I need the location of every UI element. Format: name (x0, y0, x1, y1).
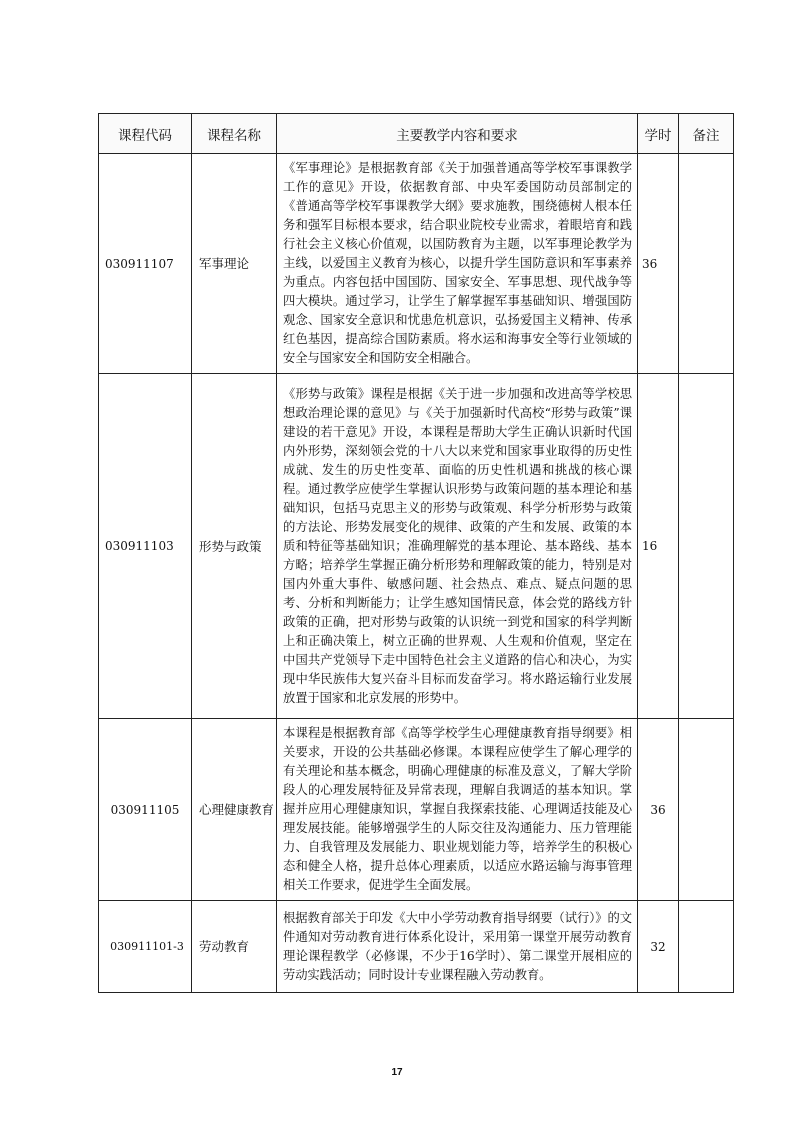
course-content: 本课程是根据教育部《高等学校学生心理健康教育指导纲要》相关要求，开设的公共基础必修课。本课程应使学生了解心理学的有关理论和基本概念，明确心理健康的标准及意义，了解大学阶段人的心理发展特征及异常表现，理解自我调适的基本知识。掌握并应用心理健康知识，掌握自我探索技能、心理调适技能及心理发展技能。能够增强学生的人际交往及沟通能力、压力管理能力、自我管理及发展能力、职业规划能力等，培养学生的积极心态和健全人格，提升总体心理素质，以适应水路运输与海事管理相关工作要求，促进学生全面发展。 (277, 719, 638, 901)
header-note: 备注 (679, 114, 734, 154)
course-code: 030911101-3 (99, 901, 192, 993)
header-course-name: 课程名称 (192, 114, 277, 154)
course-code: 030911107 (99, 154, 192, 374)
course-name: 劳动教育 (192, 901, 277, 993)
course-hours: 36 (638, 719, 679, 901)
course-name: 军事理论 (192, 154, 277, 374)
header-course-code: 课程代码 (99, 114, 192, 154)
header-hours: 学时 (638, 114, 679, 154)
header-content: 主要教学内容和要求 (277, 114, 638, 154)
course-table (98, 113, 734, 993)
table-row (99, 901, 734, 993)
course-note (679, 374, 734, 719)
course-code: 030911103 (99, 374, 192, 719)
course-note (679, 154, 734, 374)
page-number: 17 (391, 1067, 403, 1078)
course-name: 形势与政策 (192, 374, 277, 719)
course-note (679, 719, 734, 901)
course-hours: 16 (638, 374, 679, 719)
course-note (679, 901, 734, 993)
course-hours: 36 (638, 154, 679, 374)
course-content: 《军事理论》是根据教育部《关于加强普通高等学校军事课教学工作的意见》开设，依据教育部、中央军委国防动员部制定的《普通高等学校军事课教学大纲》要求施教，围绕德树人根本任务和强军目标根本要求，结合职业院校专业需求，着眼培育和践行社会主义核心价值观，以国防教育为主题，以军事理论教学为主线，以爱国主义教育为核心，以提升学生国防意识和军事素养为重点。内容包括中国国防、国家安全、军事思想、现代战争等四大模块。通过学习，让学生了解掌握军事基础知识、增强国防观念、国家安全意识和忧患危机意识，弘扬爱国主义精神、传承红色基因，提高综合国防素质。将水运和海事安全等行业领域的安全与国家安全和国防安全相融合。 (277, 154, 638, 374)
course-name: 心理健康教育 (192, 719, 277, 901)
course-code: 030911105 (99, 719, 192, 901)
course-hours: 32 (638, 901, 679, 993)
course-content: 《形势与政策》课程是根据《关于进一步加强和改进高等学校思想政治理论课的意见》与《关于加强新时代高校“形势与政策”课建设的若干意见》开设，本课程是帮助大学生正确认识新时代国内外形势，深刻领会党的十八大以来党和国家事业取得的历史性成就、发生的历史性变革、面临的历史性机遇和挑战的核心课程。通过教学应使学生掌握认识形势与政策问题的基本理论和基础知识，包括马克思主义的形势与政策观、科学分析形势与政策的方法论、形势发展变化的规律、政策的产生和发展、政策的本质和特征等基础知识；准确理解党的基本理论、基本路线、基本方略；培养学生掌握正确分析形势和理解政策的能力，特别是对国内外重大事件、敏感问题、社会热点、难点、疑点问题的思考、分析和判断能力；让学生感知国情民意，体会党的路线方针政策的正确，把对形势与政策的认识统一到党和国家的科学判断上和正确决策上，树立正确的世界观、人生观和价值观，坚定在中国共产党领导下走中国特色社会主义道路的信心和决心，为实现中华民族伟大复兴奋斗目标而发奋学习。将水路运输行业发展放置于国家和北京发展的形势中。 (277, 374, 638, 719)
course-content: 根据教育部关于印发《大中小学劳动教育指导纲要（试行）》的文件通知对劳动教育进行体系化设计，采用第一课堂开展劳动教育理论课程教学（必修课，不少于16学时）、第二课堂开展相应的劳动实践活动；同时设计专业课程融入劳动教育。 (277, 901, 638, 993)
table-header-row (99, 114, 734, 154)
table-row (99, 154, 734, 374)
table-row (99, 374, 734, 719)
table-row (99, 719, 734, 901)
